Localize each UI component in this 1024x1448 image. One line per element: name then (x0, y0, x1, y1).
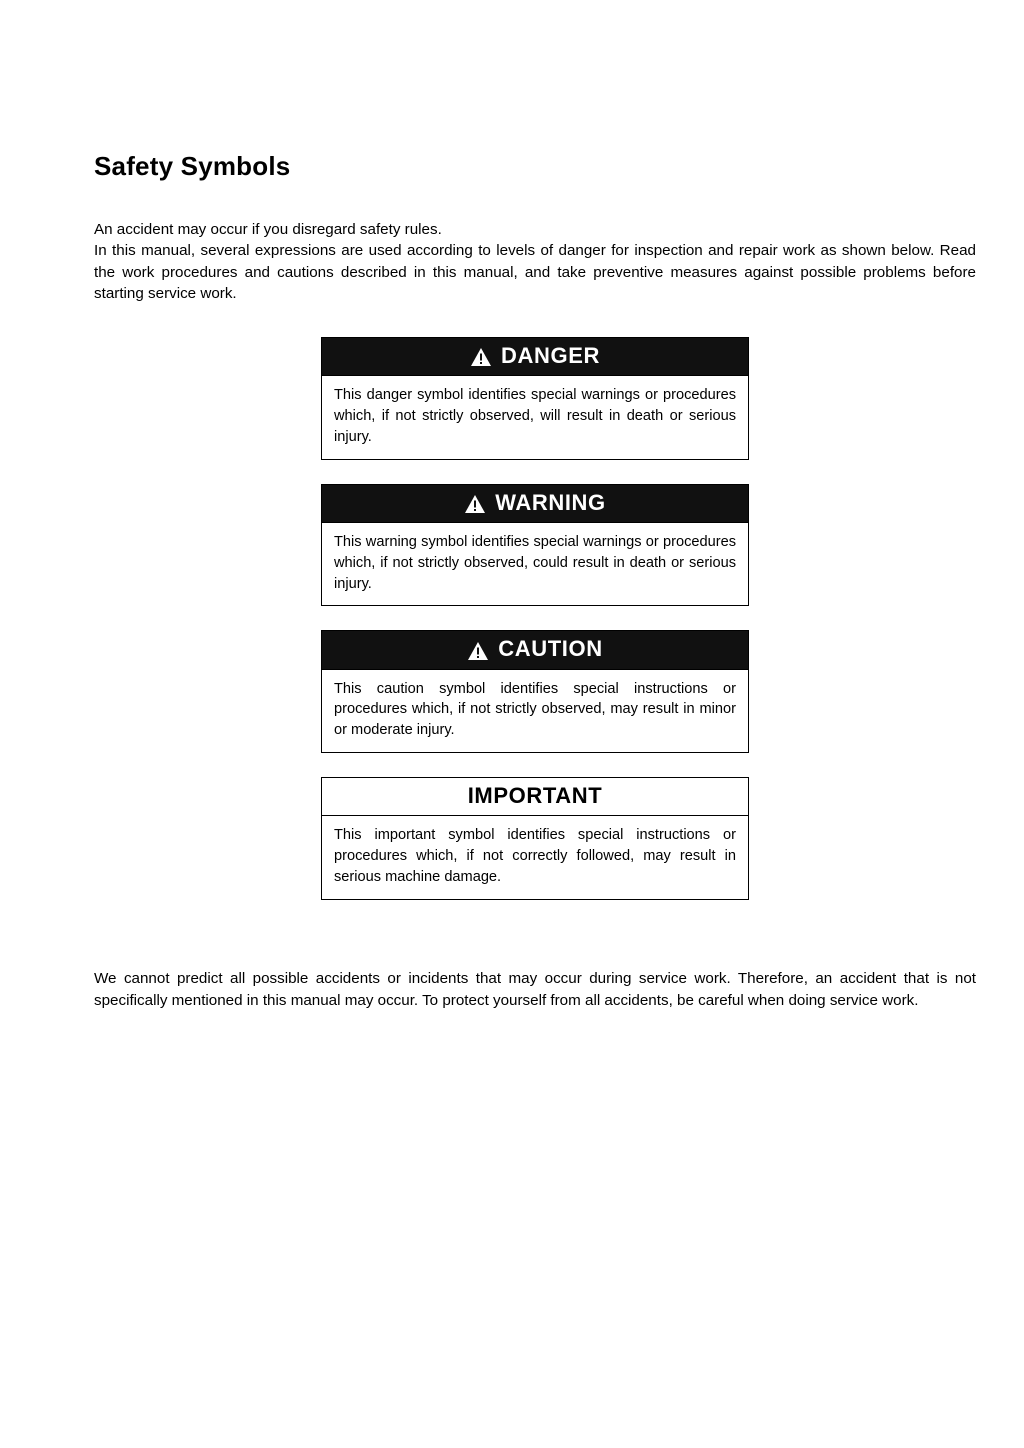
safety-box-danger-label: DANGER (501, 342, 600, 368)
safety-box-important-header (322, 778, 748, 816)
safety-box-warning-label: WARNING (495, 489, 606, 515)
intro-body: In this manual, several expressions are used according to levels of danger for inspection and repair work as shown below. Read the work procedures and cautions described in this manual, and take preventive measures against possible problems before starting service work. (94, 242, 976, 303)
safety-box-danger-body: This danger symbol identifies special warnings or procedures which, if not strictly observed, will result in death or serious injury. (334, 387, 736, 445)
warning-triangle-icon (470, 347, 492, 367)
safety-box-warning-header (322, 485, 748, 523)
safety-symbol-boxes (321, 333, 749, 900)
safety-box-caution-header (322, 631, 748, 669)
safety-box-warning (321, 484, 749, 607)
intro-paragraph (94, 219, 976, 305)
warning-triangle-icon (467, 641, 489, 661)
safety-box-danger (321, 337, 749, 460)
safety-box-caution-label: CAUTION (498, 636, 603, 662)
safety-box-danger-header (322, 338, 748, 376)
safety-box-warning-body: This warning symbol identifies special warnings or procedures which, if not strictly observed, could result in death or serious injury. (334, 533, 736, 592)
outro-paragraph: We cannot predict all possible accidents or incidents that may occur during service work. Therefore, an accident that is not specifically mentioned in this manual may occur. To protect yourself from all accidents, be careful when doing service work. (94, 969, 976, 1009)
safety-box-important-label: IMPORTANT (467, 783, 603, 809)
safety-box-important (321, 777, 749, 900)
safety-box-caution-body: This caution symbol identifies special instructions or procedures which, if not strictly observed, may result in minor or moderate injury. (334, 680, 736, 739)
intro-line-1: An accident may occur if you disregard safety rules. (94, 220, 442, 238)
warning-triangle-icon (464, 494, 486, 514)
page-content (94, 152, 976, 1011)
safety-box-important-body: This important symbol identifies special instructions or procedures which, if not correctly followed, may result in serious machine damage. (334, 827, 736, 886)
safety-box-caution (321, 630, 749, 753)
page-title: Safety Symbols (94, 151, 291, 181)
